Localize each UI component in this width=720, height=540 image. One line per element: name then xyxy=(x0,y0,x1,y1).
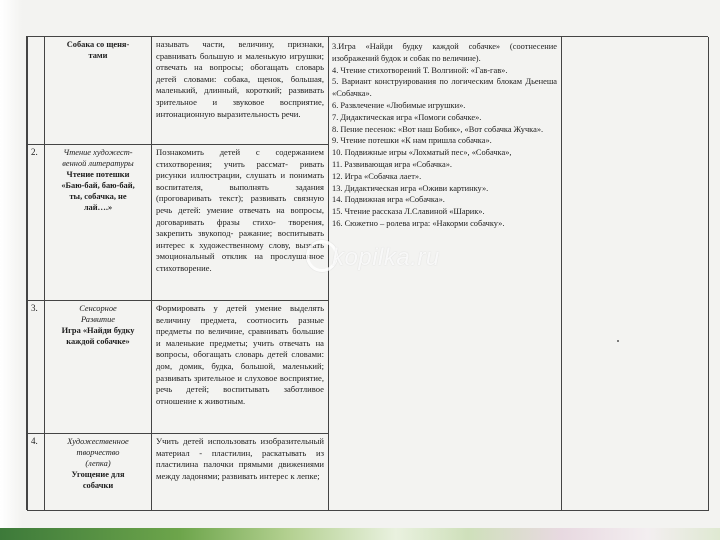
grid-line xyxy=(27,510,709,511)
lesson-plan-table xyxy=(26,36,708,510)
grid-line xyxy=(44,37,45,511)
title-line: венной литературы xyxy=(62,159,134,168)
list-item: 12. Игра «Собачка лает». xyxy=(332,171,422,181)
list-item: 9. Чтение потешки «К нам пришла собачка». xyxy=(332,136,492,146)
grid-line xyxy=(328,37,329,511)
grid-line xyxy=(561,37,562,511)
list-item: 11. Развивающая игра «Собачка». xyxy=(332,159,452,169)
list-item: 16. Сюжетно – ролева игра: «Накорми собачку». xyxy=(332,218,505,228)
grid-line xyxy=(27,37,28,511)
row-description: Учить детей использовать изобразительный материал - пластилин, раскатывать из пластилина палочки прямыми движениями между ладонями; развивать интерес к лепке; xyxy=(156,436,324,481)
row-title xyxy=(47,303,149,431)
title-line: Сенсорное xyxy=(79,304,117,313)
row-title xyxy=(47,436,149,508)
slide-bottom-band xyxy=(0,528,720,540)
list-item: 5. Вариант конструирования по логическим блокам Дьенеша «Собачка». xyxy=(332,77,557,99)
list-item: 15. Чтение рассказа Л.Славиной «Шарик». xyxy=(332,207,485,217)
row-number xyxy=(31,39,43,143)
grid-line xyxy=(151,37,152,511)
row-number: 4. xyxy=(31,436,38,446)
grid-line xyxy=(27,300,328,301)
list-item: 10. Подвижные игры «Лохматый пес», «Собачка», xyxy=(332,148,512,158)
title-line: (лепка) xyxy=(85,459,111,468)
sheet-edge xyxy=(0,0,22,528)
title-line: Художественное xyxy=(67,437,129,446)
list-item: 14. Подвижная игра «Собачка». xyxy=(332,195,445,205)
title-line: лай….» xyxy=(83,203,113,212)
list-item: 4. Чтение стихотворений Т. Волгиной: «Гав-гав». xyxy=(332,65,508,75)
row-description: Формировать у детей умение выделять величину предмета, соотносить разные предметы по величине, сравнивать большие и маленькие предметы; учить отвечать на вопросы, обогащать словарь детей словами: дом, домик, будка, большой, маленький; развивать зрительное и слуховое восприятие, речь детей; воспитывать заботливое отношение к животным. xyxy=(156,303,324,406)
row-title xyxy=(47,39,149,143)
grid-line xyxy=(708,37,709,511)
title-line: Угощение для xyxy=(71,470,125,479)
list-item: 3.Игра «Найди будку каждой собачке» (соотнесение изображений будок и собак по величине). xyxy=(332,42,557,63)
title-line: «Баю-бай, баю-бай, xyxy=(61,181,135,190)
title-line: Собака со щеня- xyxy=(66,40,130,49)
list-item: 7. Дидактическая игра «Помоги собачке». xyxy=(332,112,482,122)
row-number: 3. xyxy=(31,303,38,313)
title-line: собачки xyxy=(82,481,114,490)
scan-speck xyxy=(617,340,619,342)
grid-line xyxy=(27,433,328,434)
title-line: ты, собачка, не xyxy=(69,192,127,201)
grid-line xyxy=(27,144,328,145)
watermark-text: kopilka.ru xyxy=(332,244,440,271)
row-description: Познакомить детей с содержанием стихотворения; учить рассмат- ривать рисунки иллюстрации, слушать и понимать воспитателя, выполнять задания (проговаривать текст); развивать связную речь детей: умение отвечать на вопросы, договаривать фразы стихо- творения, закрепить звукопод- ражание; воспитывать интерес к художественному слову, вызвать эмоциональный отклик на прослушанное стихотворение. xyxy=(156,147,324,273)
row-title xyxy=(47,147,149,297)
title-line: Чтение потешки xyxy=(66,170,130,179)
title-line: каждой собачке» xyxy=(66,337,130,346)
title-line: тами xyxy=(88,51,108,60)
title-line: Развитие xyxy=(80,315,116,324)
title-line: Игра «Найди будку xyxy=(61,326,135,335)
row-description: называть части, величину, признаки, сравнивать большую и маленькую игрушки; отвечать на вопросы; обогащать словарь детей словами: собака, щенок, большая, маленький, длинный, короткий; развивать зрительное и звуковое восприятие, интонационную выразительность речи. xyxy=(156,39,324,119)
title-line: творчество xyxy=(76,448,120,457)
list-item: 8. Пение песенок: «Вот наш Бобик», «Вот собачка Жучка». xyxy=(332,124,544,134)
title-line: Чтение художест- xyxy=(63,148,133,157)
row-number: 2. xyxy=(31,147,38,157)
list-item: 6. Развлечение «Любимые игрушки». xyxy=(332,100,466,110)
list-item: 13. Дидактическая игра «Оживи картинку». xyxy=(332,183,489,193)
